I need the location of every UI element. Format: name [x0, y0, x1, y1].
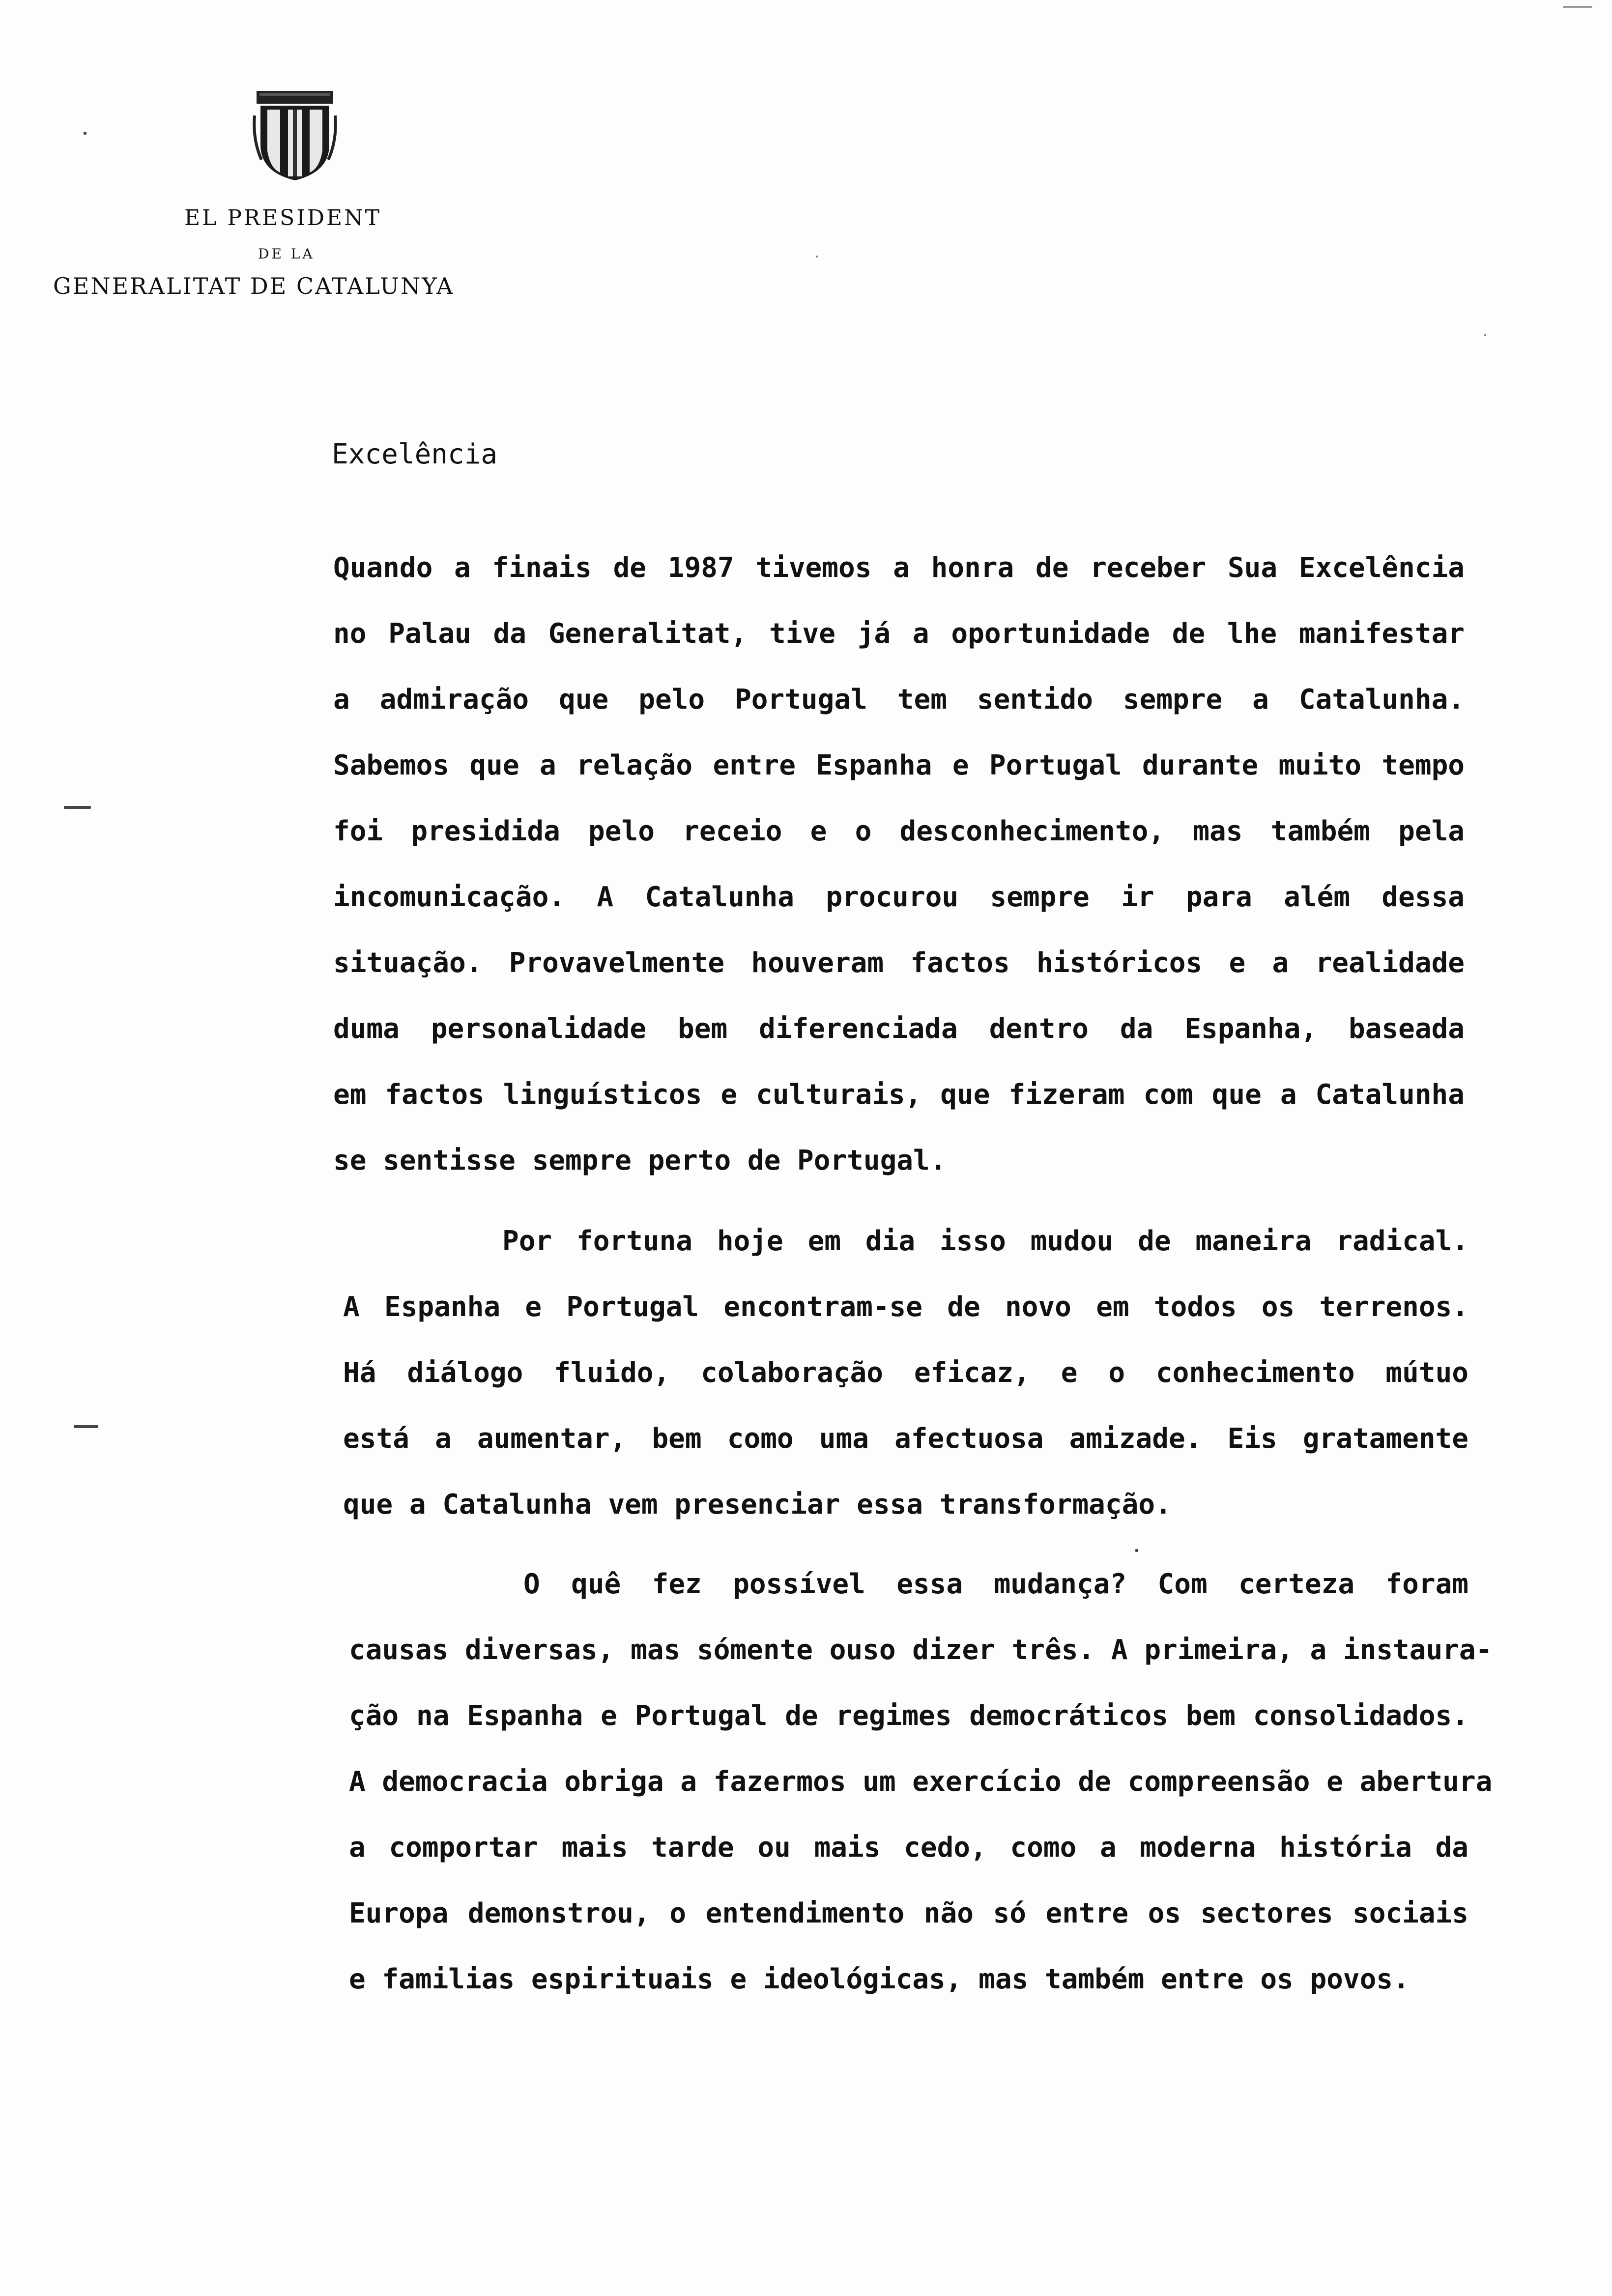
text-line: no Palau da Generalitat, tive já a oportunidade de lhe manifestar [333, 618, 1465, 650]
scan-speck [64, 806, 91, 809]
text-line: está a aumentar, bem como uma afectuosa amizade. Eis gratamente [343, 1423, 1468, 1455]
text-line: Quando a finais de 1987 tivemos a honra de receber Sua Excelência [333, 552, 1465, 584]
text-line: Europa demonstrou, o entendimento não só entre os sectores sociais [349, 1897, 1468, 1929]
text-line: foi presidida pelo receio e o desconhecimento, mas também pela [333, 815, 1465, 847]
generalitat-emblem-icon [251, 86, 339, 184]
text-line: duma personalidade bem diferenciada dentro da Espanha, baseada [333, 1013, 1465, 1045]
text-line: Há diálogo fluido, colaboração eficaz, e o conhecimento mútuo [343, 1357, 1468, 1389]
scan-speck [74, 1425, 98, 1428]
scan-speck [1563, 6, 1592, 8]
text-line: O quê fez possível essa mudança? Com certeza foram [523, 1568, 1468, 1600]
text-line: A democracia obriga a fazermos um exercício de compreensão e abertura [349, 1766, 1493, 1798]
letterhead-line-president: EL PRESIDENT [184, 205, 381, 230]
text-line: que a Catalunha vem presenciar essa transformação. [343, 1489, 1172, 1521]
salutation: Excelência [332, 438, 498, 470]
text-line: incomunicação. A Catalunha procurou sempre ir para além dessa [333, 881, 1465, 913]
text-line: e familias espirituais e ideológicas, mas também entre os povos. [349, 1963, 1410, 1995]
text-line: ção na Espanha e Portugal de regimes democráticos bem consolidados. [349, 1700, 1468, 1732]
scan-speck [816, 256, 818, 258]
scan-speck [84, 132, 86, 135]
letterhead-line-de-la: DE LA [258, 246, 315, 262]
scan-speck [1484, 334, 1486, 336]
text-line: Por fortuna hoje em dia isso mudou de maneira radical. [502, 1225, 1468, 1257]
text-line: situação. Provavelmente houveram factos históricos e a realidade [333, 947, 1465, 979]
text-line: se sentisse sempre perto de Portugal. [333, 1145, 947, 1177]
text-line: A Espanha e Portugal encontram-se de novo em todos os terrenos. [343, 1291, 1468, 1323]
text-line: Sabemos que a relação entre Espanha e Portugal durante muito tempo [333, 749, 1465, 781]
text-line: causas diversas, mas sómente ouso dizer três. A primeira, a instaura- [349, 1634, 1493, 1666]
letterhead-line-generalitat: GENERALITAT DE CATALUNYA [53, 273, 455, 299]
scan-speck [1135, 1549, 1138, 1552]
text-line: a admiração que pelo Portugal tem sentido sempre a Catalunha. [333, 684, 1465, 716]
text-line: a comportar mais tarde ou mais cedo, como a moderna história da [349, 1832, 1468, 1864]
text-line: em factos linguísticos e culturais, que fizeram com que a Catalunha [333, 1079, 1465, 1111]
